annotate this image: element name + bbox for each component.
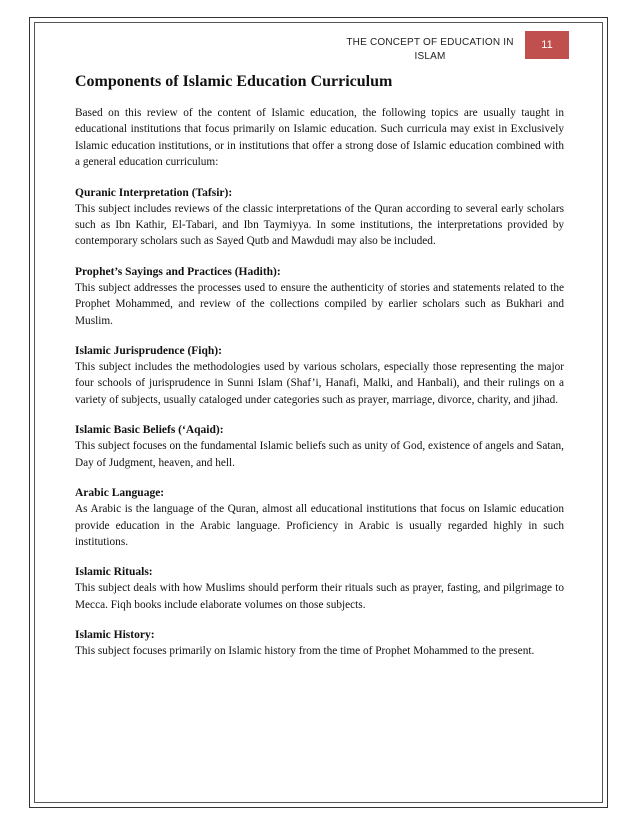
section-body: This subject addresses the processes used to ensure the authenticity of stories and statements related to the Prophet Mohammed, and review of the collections compiled by earlier scholars such as Bukhari and Muslim. [75,281,564,327]
document-body [75,72,564,674]
section-title: Islamic Rituals: [75,566,153,579]
running-header: THE CONCEPT OF EDUCATION IN ISLAM [346,37,514,62]
section-title: Islamic Jurisprudence (Fiqh): [75,345,222,358]
section-hadith [75,264,564,329]
section-body: This subject deals with how Muslims should perform their rituals such as prayer, fasting, and pilgrimage to Mecca. Fiqh books include elaborate volumes on those subjects. [75,582,564,611]
section-tafsir [75,185,564,250]
section-body: This subject focuses on the fundamental Islamic beliefs such as unity of God, existence of angels and Satan, Day of Judgment, heaven, and hell. [75,440,564,469]
section-rituals [75,564,564,613]
section-title: Quranic Interpretation (Tafsir): [75,186,233,199]
section-arabic [75,485,564,550]
section-body: This subject includes reviews of the classic interpretations of the Quran according to several early scholars such as Ibn Kathir, El-Tabari, and Ibn Taymiyya. In some institutions, the interpretations provided by contemporary scholars such as Sayed Qutb and Mawdudi may also be included. [75,202,564,248]
section-title: Arabic Language: [75,487,165,500]
intro-paragraph: Based on this review of the content of Islamic education, the following topics are usually taught in educational institutions that focus primarily on Islamic education. Such curricula may exist in Exclusively Islamic education institutions, or in institutions that offer a strong dose of Islamic education combined with a general education curriculum: [75,107,564,169]
page-title: Components of Islamic Education Curriculum [75,73,393,90]
section-body: This subject includes the methodologies used by various scholars, especially those representing the major four schools of jurisprudence in Sunni Islam (Shaf’i, Hanafi, Malki, and Hanbali), and their rulings on a variety of subjects, usually cataloged under categories such as prayer, marriage, divorce, charity, and jihad. [75,361,564,406]
section-title: Islamic Basic Beliefs (‘Aqaid): [75,424,224,437]
section-fiqh [75,343,564,408]
page-number-badge [525,31,569,59]
section-title: Islamic History: [75,629,155,642]
section-body: This subject focuses primarily on Islamic history from the time of Prophet Mohammed to the present. [75,645,535,658]
section-aqaid [75,422,564,471]
section-history [75,627,564,659]
section-body: As Arabic is the language of the Quran, almost all educational institutions that focus on Islamic education provide education in the Arabic language. Proficiency in Arabic is usually regarded highly in such institutions. [75,503,564,548]
page-number: 11 [541,39,553,51]
section-title: Prophet’s Sayings and Practices (Hadith): [75,265,281,278]
